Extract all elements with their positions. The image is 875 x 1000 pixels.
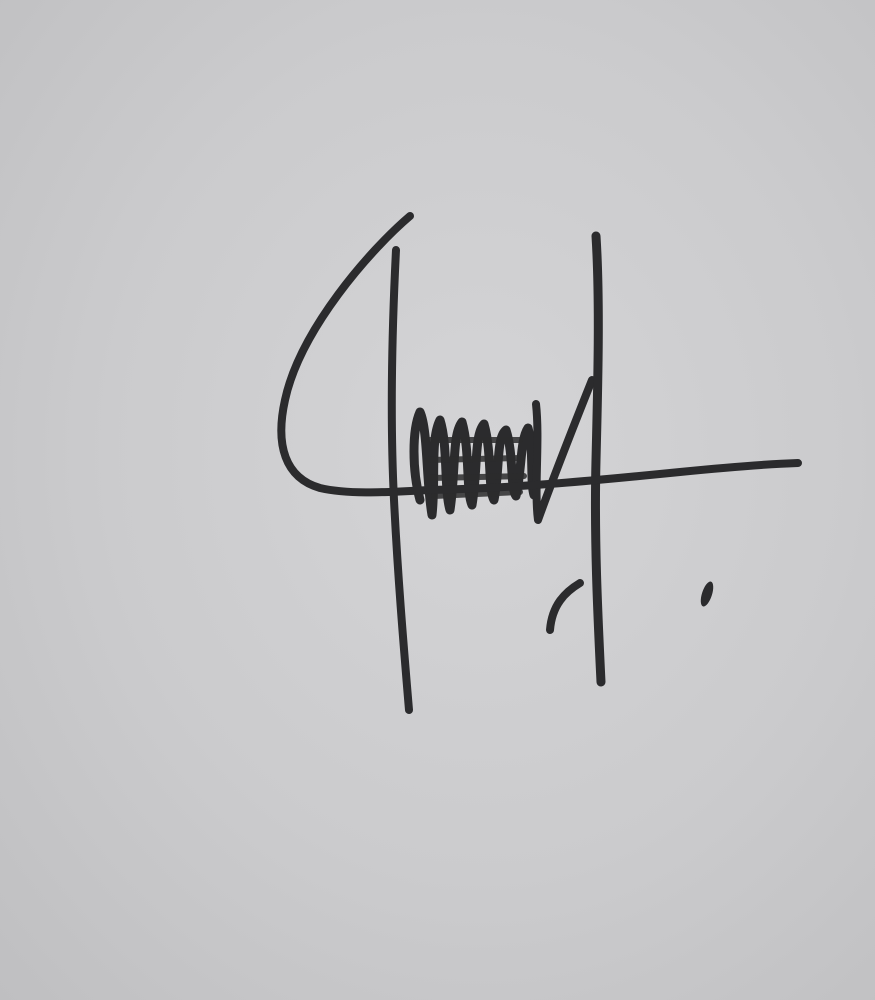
signature-left-flourish <box>281 216 430 492</box>
signature-right-vertical <box>595 236 601 682</box>
signature-strokes <box>281 216 798 710</box>
signature-left-vertical <box>392 250 409 710</box>
signature-right-diagonal <box>536 380 592 520</box>
signature-dot <box>698 580 716 608</box>
signature-curve-mark <box>550 583 580 630</box>
signature-scribble <box>414 412 534 515</box>
